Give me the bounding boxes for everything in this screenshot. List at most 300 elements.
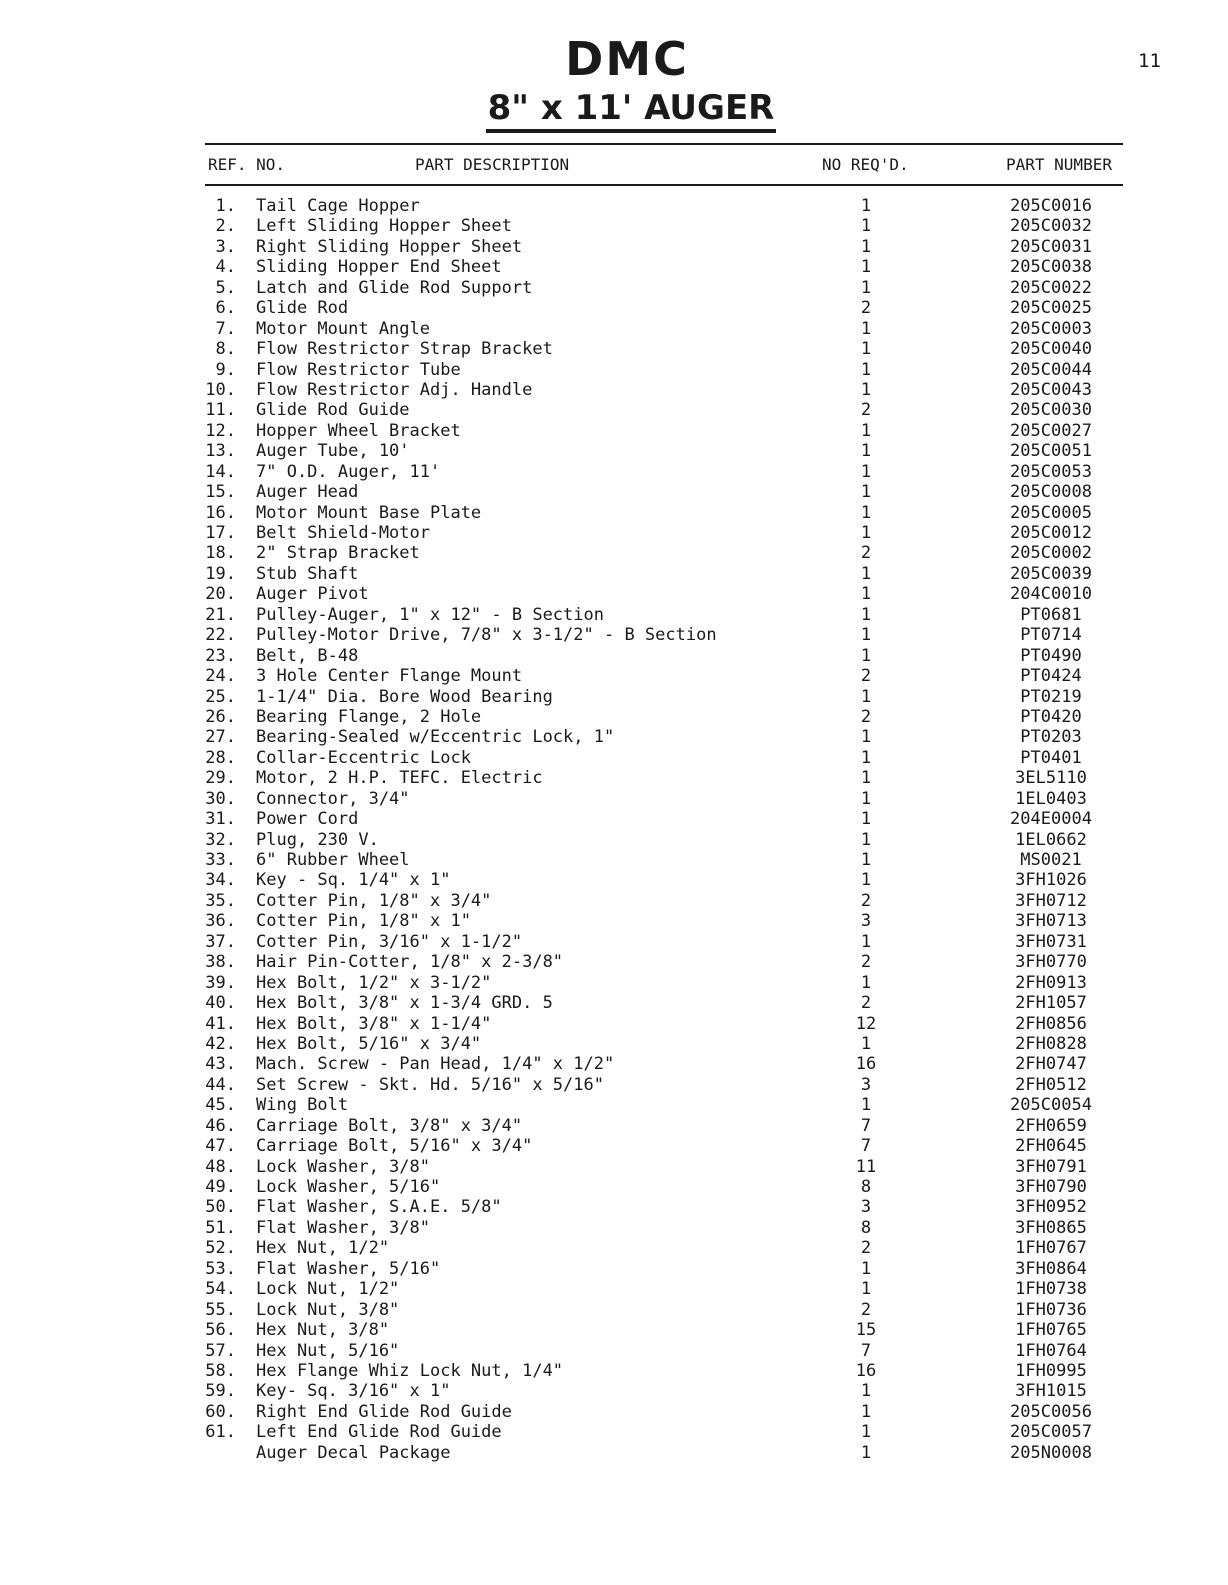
part-number: 1FH0738 xyxy=(1015,1279,1087,1300)
table-row xyxy=(0,707,1228,727)
qty-required: 1 xyxy=(860,379,872,400)
part-number: 2FH0512 xyxy=(1015,1074,1087,1095)
ref-no: 46. xyxy=(205,1115,236,1136)
part-description: Flat Washer, 3/8" xyxy=(256,1217,430,1238)
part-description: Hex Bolt, 3/8" x 1-3/4 GRD. 5 xyxy=(256,993,553,1014)
ref-no: 56. xyxy=(205,1320,236,1341)
ref-no: 9. xyxy=(215,359,236,380)
qty-required: 1 xyxy=(860,257,872,278)
ref-no: 20. xyxy=(205,584,236,605)
ref-no: 42. xyxy=(205,1033,236,1054)
part-number: 205C0016 xyxy=(1010,196,1092,216)
ref-no: 37. xyxy=(205,931,236,952)
part-number: 205C0039 xyxy=(1010,563,1092,584)
part-description: Bearing Flange, 2 Hole xyxy=(256,706,482,727)
qty-required: 1 xyxy=(860,1033,872,1054)
table-row xyxy=(0,870,1228,890)
part-number: 205C0053 xyxy=(1010,461,1092,482)
part-description: Left End Glide Rod Guide xyxy=(256,1422,502,1443)
part-number: 205C0030 xyxy=(1010,400,1092,421)
qty-required: 1 xyxy=(860,318,872,339)
table-row xyxy=(0,748,1228,768)
ref-no: 32. xyxy=(205,829,236,850)
part-description: Belt, B-48 xyxy=(256,645,359,666)
table-row xyxy=(0,768,1228,788)
part-number: 3FH1015 xyxy=(1015,1381,1087,1402)
ref-no: 48. xyxy=(205,1156,236,1177)
table-row xyxy=(0,891,1228,911)
table-row xyxy=(0,543,1228,563)
ref-no: 6. xyxy=(215,298,236,319)
part-number: 205C0043 xyxy=(1010,379,1092,400)
part-description: Motor Mount Angle xyxy=(256,318,430,339)
part-number: 1FH0764 xyxy=(1015,1340,1087,1361)
ref-no: 11. xyxy=(205,400,236,421)
ref-no: 36. xyxy=(205,911,236,932)
qty-required: 7 xyxy=(860,1115,872,1136)
table-row xyxy=(0,1014,1228,1034)
part-number: 3FH0712 xyxy=(1015,890,1087,911)
qty-required: 1 xyxy=(860,482,872,503)
qty-required: 1 xyxy=(860,563,872,584)
part-number: 205C0025 xyxy=(1010,298,1092,319)
part-number: 1FH0767 xyxy=(1015,1238,1087,1259)
table-row xyxy=(0,1238,1228,1258)
table-row xyxy=(0,911,1228,931)
qty-required: 1 xyxy=(860,461,872,482)
part-description: Auger Pivot xyxy=(256,584,369,605)
part-number: 205C0005 xyxy=(1010,502,1092,523)
part-number: 3FH0865 xyxy=(1015,1217,1087,1238)
qty-required: 1 xyxy=(860,788,872,809)
table-row xyxy=(0,237,1228,257)
qty-required: 1 xyxy=(860,1095,872,1116)
ref-no: 13. xyxy=(205,441,236,462)
table-row xyxy=(0,1300,1228,1320)
part-number: 205C0002 xyxy=(1010,543,1092,564)
table-row xyxy=(0,605,1228,625)
table-row xyxy=(0,1075,1228,1095)
qty-required: 1 xyxy=(860,747,872,768)
part-number: PT0420 xyxy=(1020,706,1082,727)
table-row xyxy=(0,564,1228,584)
table-row xyxy=(0,727,1228,747)
part-description: Motor Mount Base Plate xyxy=(256,502,482,523)
part-description: 1-1/4" Dia. Bore Wood Bearing xyxy=(256,686,553,707)
ref-no: 5. xyxy=(215,277,236,298)
part-description: Right Sliding Hopper Sheet xyxy=(256,236,523,257)
qty-required: 1 xyxy=(860,277,872,298)
part-description: Latch and Glide Rod Support xyxy=(256,277,533,298)
table-row xyxy=(0,646,1228,666)
part-number: 205C0032 xyxy=(1010,216,1092,237)
model-title xyxy=(0,88,1228,133)
part-number: 3FH0864 xyxy=(1015,1258,1087,1279)
part-number: 205C0051 xyxy=(1010,441,1092,462)
qty-required: 1 xyxy=(860,441,872,462)
table-row xyxy=(0,523,1228,543)
part-number: 205C0008 xyxy=(1010,482,1092,503)
part-number: 2FH0828 xyxy=(1015,1033,1087,1054)
part-number: 204C0010 xyxy=(1010,584,1092,605)
ref-no: 39. xyxy=(205,972,236,993)
ref-no: 35. xyxy=(205,890,236,911)
part-description: Flow Restrictor Strap Bracket xyxy=(256,339,553,360)
qty-required: 1 xyxy=(860,523,872,543)
part-number: 205C0003 xyxy=(1010,318,1092,339)
qty-required: 2 xyxy=(860,1299,872,1320)
part-number: 3FH0713 xyxy=(1015,911,1087,932)
part-number: PT0219 xyxy=(1020,686,1082,707)
table-row xyxy=(0,462,1228,482)
part-description: Belt Shield-Motor xyxy=(256,523,430,543)
part-description: Hex Bolt, 1/2" x 3-1/2" xyxy=(256,972,492,993)
table-row xyxy=(0,482,1228,502)
ref-no: 8. xyxy=(215,339,236,360)
ref-no: 1. xyxy=(215,196,236,216)
part-description: Glide Rod xyxy=(256,298,349,319)
qty-required: 3 xyxy=(860,911,872,932)
part-description: Set Screw - Skt. Hd. 5/16" x 5/16" xyxy=(256,1074,604,1095)
ref-no: 31. xyxy=(205,809,236,830)
qty-required: 1 xyxy=(860,604,872,625)
part-number: 205C0044 xyxy=(1010,359,1092,380)
ref-no: 4. xyxy=(215,257,236,278)
table-row xyxy=(0,1361,1228,1381)
part-number: 205C0027 xyxy=(1010,420,1092,441)
part-number: PT0714 xyxy=(1020,625,1082,646)
qty-required: 2 xyxy=(860,952,872,973)
table-row xyxy=(0,400,1228,420)
qty-required: 1 xyxy=(860,1401,872,1422)
ref-no: 41. xyxy=(205,1013,236,1034)
table-row xyxy=(0,1157,1228,1177)
qty-required: 8 xyxy=(860,1217,872,1238)
ref-no: 24. xyxy=(205,666,236,687)
table-row xyxy=(0,584,1228,604)
qty-required: 1 xyxy=(860,236,872,257)
ref-no: 14. xyxy=(205,461,236,482)
part-description: Hex Nut, 5/16" xyxy=(256,1340,400,1361)
table-row xyxy=(0,1034,1228,1054)
header-ref: REF. NO. xyxy=(208,155,286,174)
qty-required: 1 xyxy=(860,339,872,360)
part-description: Auger Decal Package xyxy=(256,1442,451,1463)
part-description: Flow Restrictor Adj. Handle xyxy=(256,379,533,400)
table-row xyxy=(0,1402,1228,1422)
qty-required: 2 xyxy=(860,400,872,421)
part-number: 2FH0645 xyxy=(1015,1136,1087,1157)
ref-no: 26. xyxy=(205,706,236,727)
table-row xyxy=(0,1218,1228,1238)
header-qty: NO REQ'D. xyxy=(822,155,909,174)
table-row xyxy=(0,809,1228,829)
qty-required: 12 xyxy=(855,1013,877,1034)
table-row xyxy=(0,1116,1228,1136)
part-description: Flat Washer, 5/16" xyxy=(256,1258,441,1279)
qty-required: 3 xyxy=(860,1197,872,1218)
qty-required: 1 xyxy=(860,809,872,830)
part-description: Collar-Eccentric Lock xyxy=(256,747,471,768)
part-number: 2FH1057 xyxy=(1015,993,1087,1014)
part-number: PT0401 xyxy=(1020,747,1082,768)
table-row xyxy=(0,789,1228,809)
part-description: 3 Hole Center Flange Mount xyxy=(256,666,523,687)
qty-required: 1 xyxy=(860,972,872,993)
part-number: 205C0012 xyxy=(1010,523,1092,543)
part-number: 2FH0659 xyxy=(1015,1115,1087,1136)
table-row xyxy=(0,441,1228,461)
qty-required: 1 xyxy=(860,502,872,523)
part-number: 2FH0913 xyxy=(1015,972,1087,993)
table-row xyxy=(0,503,1228,523)
table-row xyxy=(0,421,1228,441)
ref-no: 47. xyxy=(205,1136,236,1157)
part-number: 1EL0662 xyxy=(1015,829,1087,850)
part-number: 3FH0770 xyxy=(1015,952,1087,973)
table-row xyxy=(0,830,1228,850)
part-description: Mach. Screw - Pan Head, 1/4" x 1/2" xyxy=(256,1054,615,1075)
part-description: Pulley-Motor Drive, 7/8" x 3-1/2" - B Section xyxy=(256,625,717,646)
qty-required: 2 xyxy=(860,543,872,564)
model-title-text: 8" x 11' AUGER xyxy=(486,88,777,133)
part-description: Cotter Pin, 3/16" x 1-1/2" xyxy=(256,931,523,952)
ref-no: 34. xyxy=(205,870,236,891)
part-description: Hopper Wheel Bracket xyxy=(256,420,461,441)
ref-no: 54. xyxy=(205,1279,236,1300)
part-description: Auger Tube, 10' xyxy=(256,441,410,462)
part-description: Key- Sq. 3/16" x 1" xyxy=(256,1381,451,1402)
part-number: PT0203 xyxy=(1020,727,1082,748)
qty-required: 3 xyxy=(860,1074,872,1095)
qty-required: 7 xyxy=(860,1136,872,1157)
part-description: Cotter Pin, 1/8" x 3/4" xyxy=(256,890,492,911)
part-number: 3FH1026 xyxy=(1015,870,1087,891)
ref-no: 45. xyxy=(205,1095,236,1116)
qty-required: 1 xyxy=(860,931,872,952)
part-description: Auger Head xyxy=(256,482,359,503)
table-row xyxy=(0,278,1228,298)
ref-no: 19. xyxy=(205,563,236,584)
part-description: Motor, 2 H.P. TEFC. Electric xyxy=(256,768,543,789)
part-number: 205N0008 xyxy=(1010,1442,1092,1463)
part-number: 205C0022 xyxy=(1010,277,1092,298)
table-row xyxy=(0,932,1228,952)
qty-required: 1 xyxy=(860,829,872,850)
part-description: Hair Pin-Cotter, 1/8" x 2-3/8" xyxy=(256,952,564,973)
ref-no: 58. xyxy=(205,1360,236,1381)
qty-required: 1 xyxy=(860,216,872,237)
qty-required: 1 xyxy=(860,1381,872,1402)
qty-required: 2 xyxy=(860,298,872,319)
part-number: 205C0057 xyxy=(1010,1422,1092,1443)
part-description: Hex Nut, 3/8" xyxy=(256,1320,390,1341)
top-rule xyxy=(205,143,1123,145)
part-description: 6" Rubber Wheel xyxy=(256,850,410,870)
part-description: Key - Sq. 1/4" x 1" xyxy=(256,870,451,891)
table-row xyxy=(0,1341,1228,1361)
table-row xyxy=(0,1177,1228,1197)
part-description: Power Cord xyxy=(256,809,359,830)
qty-required: 16 xyxy=(855,1054,877,1075)
part-description: Carriage Bolt, 3/8" x 3/4" xyxy=(256,1115,523,1136)
part-description: Lock Nut, 3/8" xyxy=(256,1299,400,1320)
part-number: 3FH0791 xyxy=(1015,1156,1087,1177)
qty-required: 2 xyxy=(860,993,872,1014)
part-description: Pulley-Auger, 1" x 12" - B Section xyxy=(256,604,604,625)
qty-required: 2 xyxy=(860,1238,872,1259)
ref-no: 55. xyxy=(205,1299,236,1320)
qty-required: 1 xyxy=(860,1422,872,1443)
part-description: Tail Cage Hopper xyxy=(256,196,420,216)
ref-no: 43. xyxy=(205,1054,236,1075)
part-description: 2" Strap Bracket xyxy=(256,543,420,564)
part-description: Flow Restrictor Tube xyxy=(256,359,461,380)
ref-no: 17. xyxy=(205,523,236,543)
qty-required: 1 xyxy=(860,870,872,891)
part-number: 1FH0736 xyxy=(1015,1299,1087,1320)
part-number: 2FH0747 xyxy=(1015,1054,1087,1075)
qty-required: 1 xyxy=(860,584,872,605)
part-description: Connector, 3/4" xyxy=(256,788,410,809)
table-row xyxy=(0,1381,1228,1401)
qty-required: 1 xyxy=(860,686,872,707)
qty-required: 16 xyxy=(855,1360,877,1381)
ref-no: 12. xyxy=(205,420,236,441)
qty-required: 1 xyxy=(860,727,872,748)
table-row xyxy=(0,319,1228,339)
table-row xyxy=(0,625,1228,645)
ref-no: 49. xyxy=(205,1177,236,1197)
ref-no: 40. xyxy=(205,993,236,1014)
ref-no: 27. xyxy=(205,727,236,748)
part-number: MS0021 xyxy=(1020,850,1082,870)
ref-no: 53. xyxy=(205,1258,236,1279)
table-row xyxy=(0,380,1228,400)
part-number: 205C0054 xyxy=(1010,1095,1092,1116)
qty-required: 1 xyxy=(860,850,872,870)
part-description: Lock Nut, 1/2" xyxy=(256,1279,400,1300)
table-row xyxy=(0,257,1228,277)
ref-no: 10. xyxy=(205,379,236,400)
part-description: 7" O.D. Auger, 11' xyxy=(256,461,441,482)
header-part-number: PART NUMBER xyxy=(1006,155,1112,174)
part-description: Plug, 230 V. xyxy=(256,829,379,850)
part-description: Right End Glide Rod Guide xyxy=(256,1401,512,1422)
qty-required: 2 xyxy=(860,706,872,727)
part-number: 205C0038 xyxy=(1010,257,1092,278)
ref-no: 44. xyxy=(205,1074,236,1095)
ref-no: 51. xyxy=(205,1217,236,1238)
table-row xyxy=(0,952,1228,972)
table-row xyxy=(0,1279,1228,1299)
table-row xyxy=(0,687,1228,707)
table-row xyxy=(0,360,1228,380)
table-row xyxy=(0,1054,1228,1074)
table-row xyxy=(0,1095,1228,1115)
part-number: 204E0004 xyxy=(1010,809,1092,830)
part-description: Bearing-Sealed w/Eccentric Lock, 1" xyxy=(256,727,615,748)
table-row xyxy=(0,1259,1228,1279)
part-description: Cotter Pin, 1/8" x 1" xyxy=(256,911,471,932)
ref-no: 25. xyxy=(205,686,236,707)
table-row xyxy=(0,1320,1228,1340)
part-number: 205C0056 xyxy=(1010,1401,1092,1422)
qty-required: 2 xyxy=(860,890,872,911)
ref-no: 21. xyxy=(205,604,236,625)
part-description: Stub Shaft xyxy=(256,563,359,584)
ref-no: 7. xyxy=(215,318,236,339)
ref-no: 61. xyxy=(205,1422,236,1443)
qty-required: 1 xyxy=(860,1279,872,1300)
part-number: PT0681 xyxy=(1020,604,1082,625)
part-description: Hex Bolt, 5/16" x 3/4" xyxy=(256,1033,482,1054)
qty-required: 2 xyxy=(860,666,872,687)
table-row xyxy=(0,973,1228,993)
part-number: 3FH0790 xyxy=(1015,1177,1087,1197)
ref-no: 30. xyxy=(205,788,236,809)
ref-no: 50. xyxy=(205,1197,236,1218)
part-description: Lock Washer, 5/16" xyxy=(256,1177,441,1197)
table-row xyxy=(0,993,1228,1013)
header-rule xyxy=(205,184,1123,186)
part-number: 1EL0403 xyxy=(1015,788,1087,809)
table-row xyxy=(0,1443,1228,1463)
ref-no: 3. xyxy=(215,236,236,257)
parts-list xyxy=(0,196,1228,1463)
table-row xyxy=(0,666,1228,686)
part-number: PT0424 xyxy=(1020,666,1082,687)
ref-no: 18. xyxy=(205,543,236,564)
ref-no: 57. xyxy=(205,1340,236,1361)
table-row xyxy=(0,1197,1228,1217)
ref-no: 29. xyxy=(205,768,236,789)
part-number: 2FH0856 xyxy=(1015,1013,1087,1034)
part-description: Hex Flange Whiz Lock Nut, 1/4" xyxy=(256,1360,564,1381)
header-description: PART DESCRIPTION xyxy=(415,155,570,174)
table-row xyxy=(0,216,1228,236)
table-row xyxy=(0,298,1228,318)
ref-no: 59. xyxy=(205,1381,236,1402)
part-number: 205C0040 xyxy=(1010,339,1092,360)
part-description: Hex Bolt, 3/8" x 1-1/4" xyxy=(256,1013,492,1034)
qty-required: 1 xyxy=(860,768,872,789)
ref-no: 60. xyxy=(205,1401,236,1422)
part-description: Flat Washer, S.A.E. 5/8" xyxy=(256,1197,502,1218)
part-number: 1FH0765 xyxy=(1015,1320,1087,1341)
qty-required: 1 xyxy=(860,1258,872,1279)
table-row xyxy=(0,196,1228,216)
part-number: 1FH0995 xyxy=(1015,1360,1087,1381)
qty-required: 1 xyxy=(860,359,872,380)
part-description: Carriage Bolt, 5/16" x 3/4" xyxy=(256,1136,533,1157)
part-description: Left Sliding Hopper Sheet xyxy=(256,216,512,237)
table-row xyxy=(0,850,1228,870)
ref-no: 2. xyxy=(215,216,236,237)
ref-no: 22. xyxy=(205,625,236,646)
table-row xyxy=(0,339,1228,359)
qty-required: 15 xyxy=(855,1320,877,1341)
qty-required: 8 xyxy=(860,1177,872,1197)
brand-title: DMC xyxy=(565,32,689,86)
ref-no: 52. xyxy=(205,1238,236,1259)
ref-no: 38. xyxy=(205,952,236,973)
part-number: 205C0031 xyxy=(1010,236,1092,257)
part-number: 3EL5110 xyxy=(1015,768,1087,789)
qty-required: 1 xyxy=(860,196,872,216)
qty-required: 11 xyxy=(855,1156,877,1177)
qty-required: 7 xyxy=(860,1340,872,1361)
